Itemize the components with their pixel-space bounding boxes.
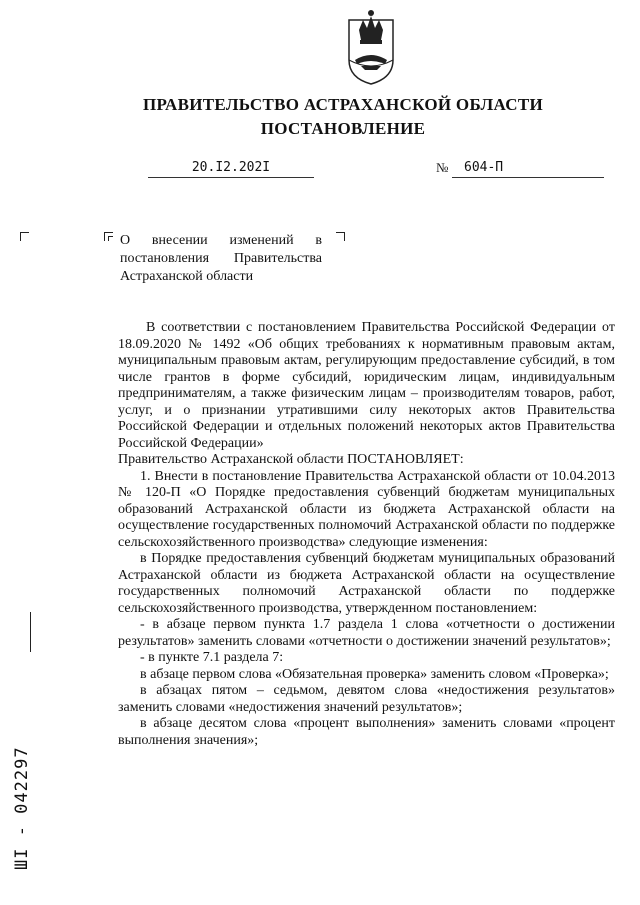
corner-mark-left: [20, 232, 29, 241]
side-margin-line: [30, 612, 31, 652]
resolution-paragraph: Правительство Астраханской области ПОСТАНОВЛЯЕТ:: [118, 452, 464, 467]
clause-paragraph: в абзаце первом слова «Обязательная проверка» заменить словом «Проверка»;: [140, 666, 609, 682]
corner-mark-subject-left-inner: [108, 236, 113, 241]
astrakhan-coat-of-arms-icon: [345, 8, 397, 86]
document-date: 20.I2.202I: [148, 160, 314, 178]
document-body: [118, 320, 615, 749]
item-1-paragraph: 1. Внести в постановление Правительства Астраханской области от 10.04.2013 № 120-П «О Порядке предоставления субвенций бюджетам муниципальных образований Астраханской области из бюджета Астраханской области на осуществление государственных полномочий Астраханской области по поддержке сельскохозяйственного производства» следующие изменения:: [118, 468, 615, 550]
clause-paragraph: в абзацах пятом – седьмом, девятом слова «недостижения результатов» заменить словами «недостижения значений результатов»;: [118, 683, 615, 715]
corner-mark-subject-right: [336, 232, 345, 241]
number-label: №: [436, 160, 449, 175]
order-paragraph: в Порядке предоставления субвенций бюджетам муниципальных образований Астраханской области из бюджета Астраханской области на осуществление государственных полномочий Астраханской области по поддержке сельскохозяйственного производства, утвержденном постановлением:: [118, 551, 615, 616]
preamble-paragraph: В соответствии с постановлением Правительства Российской Федерации от 18.09.2020 № 1492 «Об общих требованиях к нормативным правовым актам, муниципальным правовым актам, регулирующим предоставление субсидий, в том числе грантов в форме субсидий, юридическим лицам, индивидуальным предпринимателям, а также физическим лицам – производителям товаров, работ, услуг, и о признании утратившими силу некоторых актов Правительства Российской Федерации и отдельных положений некоторых актов Правительства Российской Федерации»: [118, 320, 615, 451]
document-number: 604-П: [452, 160, 604, 178]
clause-paragraph: - в пункте 7.1 раздела 7:: [140, 650, 284, 665]
clause-paragraph: в абзаце десятом слова «процент выполнения» заменить словами «процент выполнения значения»;: [118, 716, 615, 748]
side-registration-code: ШI - 042297: [12, 746, 32, 870]
document-type-title: ПОСТАНОВЛЕНИЕ: [260, 119, 426, 138]
clause-paragraph: - в абзаце первом пункта 1.7 раздела 1 слова «отчетности о достижении результатов» заменить словами «отчетности о достижении значений результатов»;: [118, 617, 615, 649]
government-title: ПРАВИТЕЛЬСТВО АСТРАХАНСКОЙ ОБЛАСТИ: [143, 95, 543, 114]
document-subject: О внесении изменений в постановления Правительства Астраханской области: [120, 233, 322, 284]
